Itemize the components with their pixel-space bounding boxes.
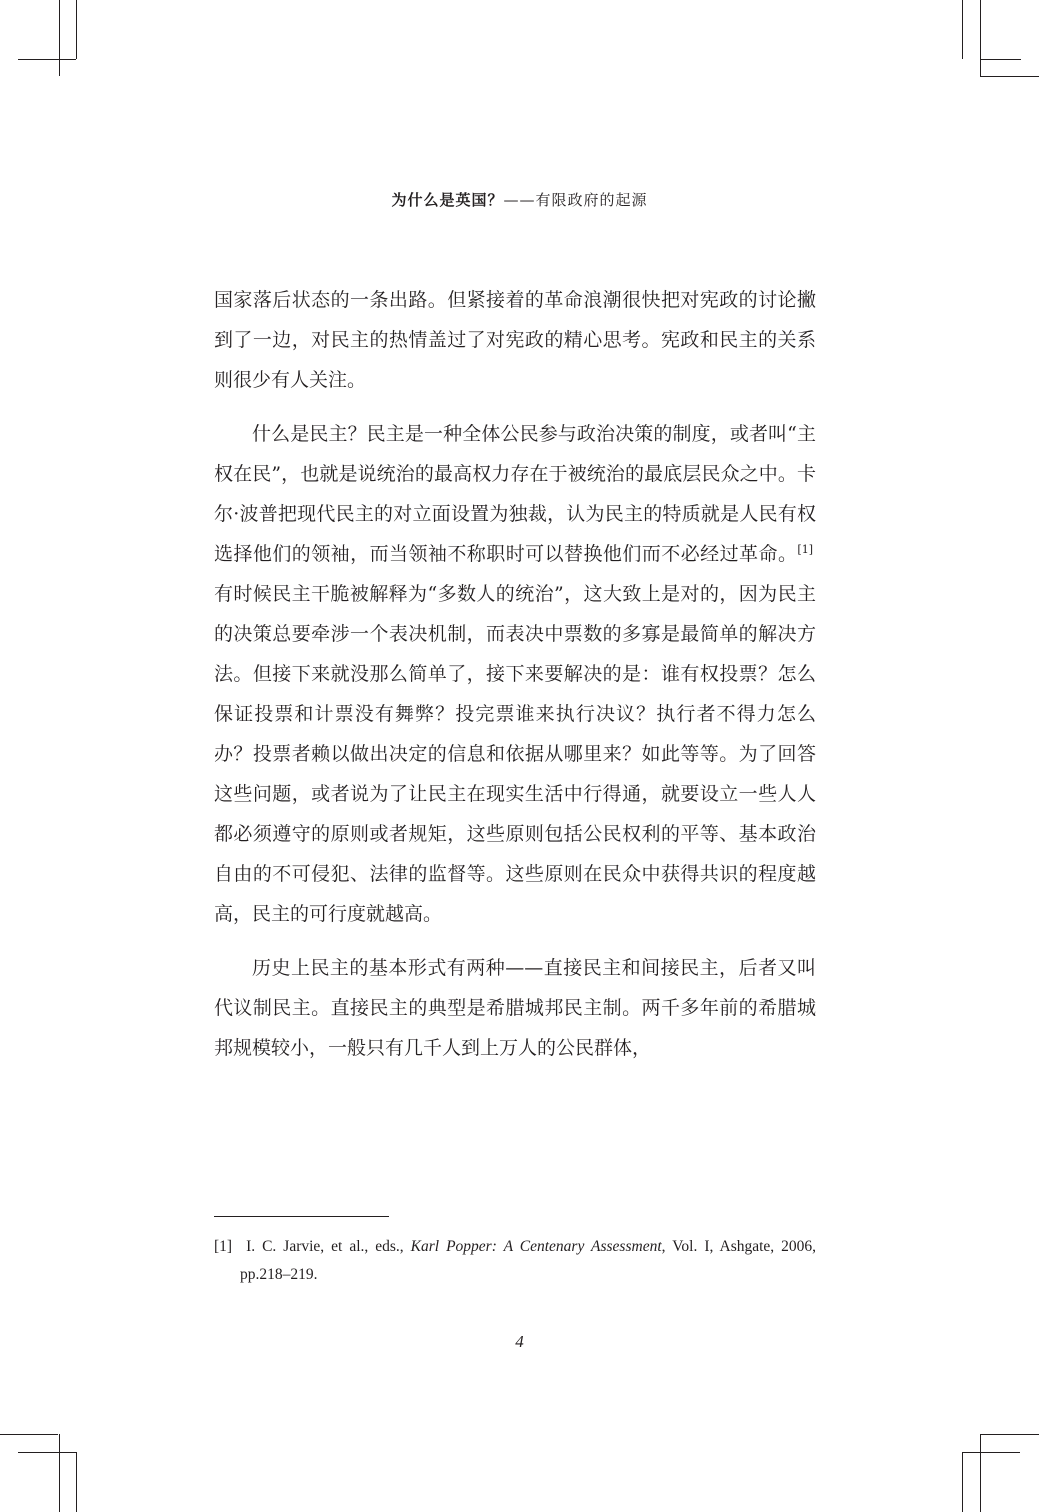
crop-mark-bottom-right-vertical bbox=[962, 1452, 963, 1512]
footnote-marker: [1] bbox=[214, 1238, 233, 1255]
crop-mark-bottom-left-vertical-outer bbox=[76, 1452, 77, 1512]
crop-mark-bottom-right-horizontal-inner bbox=[962, 1452, 1020, 1453]
paragraph-2 bbox=[214, 414, 816, 934]
paragraph-2-after-note: 有时候民主干脆被解释为“多数人的统治”，这大致上是对的，因为民主的决策总要牵涉一个表决机制，而表决中票数的多寡是最简单的解决方法。但接下来就没那么简单了，接下来要解决的是：谁有权投票？怎么保证投票和计票没有舞弊？投完票谁来执行决议？执行者不得力怎么办？投票者赖以做出决定的信息和依据从哪里来？如此等等。为了回答这些问题，或者说为了让民主在现实生活中行得通，就要设立一些人人都必须遵守的原则或者规矩，这些原则包括公民权利的平等、基本政治自由的不可侵犯、法律的监督等。这些原则在民众中获得共识的程度越高，民主的可行度就越高。 bbox=[214, 583, 816, 925]
running-head-subtitle: ——有限政府的起源 bbox=[503, 191, 648, 209]
paragraph-3: 历史上民主的基本形式有两种——直接民主和间接民主，后者又叫代议制民主。直接民主的典型是希腊城邦民主制。两千多年前的希腊城邦规模较小，一般只有几千人到上万人的公民群体， bbox=[214, 957, 816, 1059]
crop-mark-top-right-vertical bbox=[962, 0, 963, 59]
crop-mark-bottom-left-horizontal-inner bbox=[18, 1452, 76, 1453]
footnote-details: , Vol. I, Ashgate, 2006, pp.218–219. bbox=[240, 1238, 817, 1283]
crop-mark-top-right-vertical-inner bbox=[980, 0, 981, 76]
crop-mark-top-left-vertical bbox=[59, 0, 60, 76]
crop-mark-bottom-right-vertical-inner bbox=[980, 1434, 981, 1512]
crop-mark-top-right-horizontal bbox=[980, 59, 1021, 60]
paragraph-2-before-note: 什么是民主？民主是一种全体公民参与政治决策的制度，或者叫“主权在民”，也就是说统治的最高权力存在于被统治的最底层民众之中。卡尔·波普把现代民主的对立面设置为独裁，认为民主的特质就是人民有权选择他们的领袖，而当领袖不称职时可以替换他们而不必经过革命。 bbox=[214, 423, 816, 565]
crop-mark-bottom-right-horizontal bbox=[980, 1434, 1039, 1435]
crop-mark-top-left-horizontal bbox=[18, 59, 76, 60]
crop-mark-bottom-left-vertical bbox=[59, 1434, 60, 1512]
footnote-divider bbox=[214, 1216, 389, 1217]
footnote bbox=[214, 1233, 816, 1289]
running-head-title: 为什么是英国？ bbox=[391, 191, 504, 209]
page-number: 4 bbox=[515, 1332, 524, 1351]
running-head bbox=[0, 189, 1039, 211]
footnote-reference[interactable]: [1] bbox=[797, 542, 813, 556]
paragraph-1: 国家落后状态的一条出路。但紧接着的革命浪潮很快把对宪政的讨论撇到了一边，对民主的热情盖过了对宪政的精心思考。宪政和民主的关系则很少有人关注。 bbox=[214, 289, 816, 391]
footnote-authors: I. C. Jarvie, et al., eds., bbox=[246, 1238, 404, 1255]
crop-mark-top-left-vertical-outer bbox=[76, 0, 77, 59]
body-text bbox=[214, 280, 816, 1068]
crop-mark-bottom-left-horizontal bbox=[0, 1434, 58, 1435]
crop-mark-top-right-horizontal-outer bbox=[980, 76, 1039, 77]
footnote-book-title: Karl Popper: A Centenary Assessment bbox=[410, 1238, 662, 1255]
